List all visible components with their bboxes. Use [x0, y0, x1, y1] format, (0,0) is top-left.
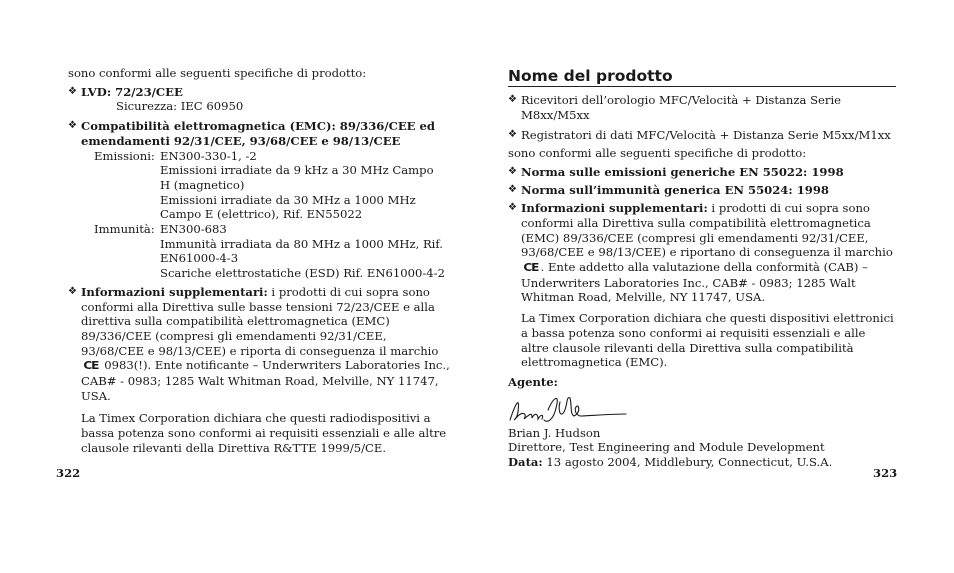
emissioni-label: Emissioni:	[94, 148, 155, 163]
right-declaration: La Timex Corporation dichiara che questi dispositivi elettronici a bassa potenza sono conformi ai requisiti essenziali e alle altre clausole rilevanti della Direttiva sulla compatibilità elettromagnetica (EMC).	[521, 311, 894, 370]
immunita-block	[68, 222, 452, 281]
emissioni-block	[68, 149, 452, 223]
date-label: Data:	[508, 455, 543, 470]
product-item	[508, 93, 896, 122]
diamond-bullet-icon: ❖	[508, 129, 517, 141]
left-info-item	[68, 285, 452, 404]
immunita-line: Scariche elettrostatiche (ESD) Rif. EN61000-4-2	[160, 266, 445, 281]
norma-item	[508, 165, 896, 180]
immunita-line: EN61000-4-3	[160, 251, 239, 266]
emissioni-line: Emissioni irradiate da 9 kHz a 30 MHz Campo	[160, 163, 434, 178]
left-info-text-b: 0983(!). Ente notificante – Underwriters Laboratories Inc., CAB# - 0983; 1285 Walt Whitman Road, Melville, NY 11747, USA.	[81, 358, 450, 403]
right-info-text-b: . Ente addetto alla valutazione della conformità (CAB) – Underwriters Laboratories Inc., CAB# - 0983; 1285 Walt Whitman Road, Melville, NY 11747, USA.	[521, 260, 868, 305]
right-info-text-a: i prodotti di cui sopra sono conformi alla Direttiva sulla compatibilità elettromagnetica (EMC) 89/336/CEE (compresi gli emendamenti 92/31/CEE, 93/68/CEE e 98/13/CEE) e riportano di conseguenza il marchio	[521, 201, 893, 260]
lvd-title: LVD: 72/23/CEE	[81, 84, 183, 99]
ce-mark-icon: CE	[83, 359, 99, 373]
right-info-paragraph	[521, 201, 896, 305]
norma-item	[508, 183, 896, 198]
page-heading: Nome del prodotto	[508, 64, 896, 87]
right-info-label: Informazioni supplementari:	[521, 201, 708, 216]
product-item	[508, 128, 896, 143]
norma-emissioni: Norma sulle emissioni generiche EN 55022: 1998	[521, 164, 844, 179]
ce-mark-icon: CE	[523, 261, 539, 275]
emissioni-line: Emissioni irradiate da 30 MHz a 1000 MHz	[160, 192, 416, 207]
page-number-right: 323	[873, 466, 898, 480]
signature-image	[508, 392, 628, 426]
diamond-bullet-icon: ❖	[68, 120, 77, 132]
immunita-line: EN300-683	[160, 222, 227, 237]
emissioni-line: Campo E (elettrico), Rif. EN55022	[160, 207, 363, 222]
lvd-item	[68, 85, 452, 114]
emc-item	[68, 119, 452, 148]
emc-title-line2: emendamenti 92/31/CEE, 93/68/CEE e 98/13/CEE	[81, 133, 401, 148]
left-info-label: Informazioni supplementari:	[81, 284, 268, 299]
lvd-detail: Sicurezza: IEC 60950	[116, 99, 244, 114]
diamond-bullet-icon: ❖	[508, 183, 517, 195]
signer-title: Direttore, Test Engineering and Module Development	[508, 440, 825, 455]
immunita-label: Immunità:	[94, 222, 155, 237]
left-info-paragraph	[81, 285, 452, 404]
signer-name: Brian J. Hudson	[508, 425, 601, 440]
diamond-bullet-icon: ❖	[508, 165, 517, 177]
emissioni-line: EN300-330-1, -2	[160, 148, 257, 163]
diamond-bullet-icon: ❖	[68, 285, 77, 297]
left-info-text-a: i prodotti di cui sopra sono conformi alla Direttiva sulle basse tensioni 72/23/CEE e alla direttiva sulla compatibilità elettromagnetica (EMC) 89/336/CEE (compresi gli emendamenti 92/31/CEE, 93/68/CEE e 98/13/CEE) e riporta di conseguenza il marchio	[81, 284, 439, 358]
diamond-bullet-icon: ❖	[508, 202, 517, 214]
left-intro: sono conformi alle seguenti specifiche di prodotto:	[68, 66, 367, 80]
immunita-line: Immunità irradiata da 80 MHz a 1000 MHz, Rif.	[160, 236, 443, 251]
emc-title-line1: Compatibilità elettromagnetica (EMC): 89/336/CEE ed	[81, 119, 436, 134]
right-intro: sono conformi alle seguenti specifiche di prodotto:	[508, 146, 807, 161]
date-value: 13 agosto 2004, Middlebury, Connecticut, U.S.A.	[542, 455, 833, 470]
diamond-bullet-icon: ❖	[68, 85, 77, 97]
page-number-left: 322	[56, 466, 81, 480]
left-declaration: La Timex Corporation dichiara che questi radiodispositivi a bassa potenza sono conformi ai requisiti essenziali e alle altre clausole rilevanti della Direttiva R&TTE 1999/5/CE.	[81, 411, 447, 455]
product-text: Ricevitori dell’orologio MFC/Velocità + Distanza Serie M8xx/M5xx	[521, 93, 842, 122]
right-info-item	[508, 201, 896, 305]
emissioni-line: H (magnetico)	[160, 177, 245, 192]
date-line	[508, 455, 896, 470]
norma-immunita: Norma sull’immunità generica EN 55024: 1998	[521, 182, 829, 197]
product-text: Registratori di dati MFC/Velocità + Distanza Serie M5xx/M1xx	[521, 128, 891, 143]
diamond-bullet-icon: ❖	[508, 94, 517, 105]
right-page	[508, 64, 896, 470]
agent-label: Agente:	[508, 374, 558, 389]
left-page	[68, 66, 452, 456]
